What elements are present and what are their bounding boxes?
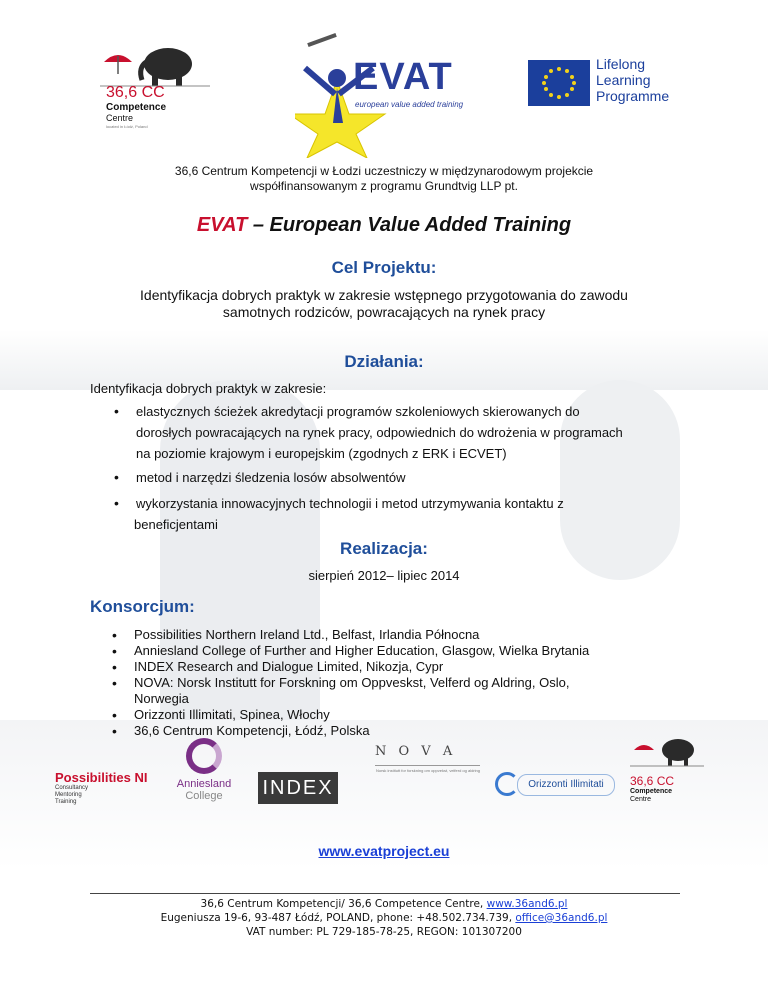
possibilities-sub3: Training	[55, 799, 77, 805]
orizzonti-swirl-icon	[495, 772, 519, 796]
footer-website-link[interactable]: www.36and6.pl	[486, 898, 568, 910]
goal-text	[0, 287, 768, 321]
footer-divider	[90, 893, 680, 894]
list-item	[90, 401, 690, 467]
actions-heading: Działania:	[344, 352, 424, 371]
cc-logo	[100, 40, 210, 130]
elephant-icon	[100, 40, 210, 90]
title-evat: EVAT	[196, 214, 248, 236]
list-item: • INDEX Research and Dialogue Limited, Nikozja, Cypr	[90, 659, 710, 675]
realization-heading: Realizacja:	[340, 539, 428, 558]
actions-item-3-line2: beneficjentami	[134, 517, 218, 532]
llp-logo	[528, 54, 678, 114]
list-item: • 36,6 Centrum Kompetencji, Łódź, Polska	[90, 723, 710, 739]
footer	[0, 897, 768, 939]
title-rest: – European Value Added Training	[247, 214, 572, 236]
possibilities-sub1: Consultancy	[55, 785, 89, 791]
page-title	[0, 214, 768, 237]
actions-item-1-line1: • elastycznych ścieżek akredytacji programów szkoleniowych skierowanych do	[136, 404, 580, 419]
cc-small-line1: 36,6 CC	[630, 774, 675, 788]
list-item	[90, 467, 690, 493]
nova-name: N O V A	[375, 744, 457, 759]
list-item: • Possibilities Northern Ireland Ltd., Belfast, Irlandia Północna	[90, 627, 710, 643]
actions-intro: Identyfikacja dobrych praktyk w zakresie:	[90, 381, 327, 396]
orizzonti-name: Orizzonti Illimitati	[517, 774, 615, 796]
footer-line1: 36,6 Centrum Kompetencji/ 36,6 Competence Centre,	[200, 898, 487, 910]
elephant-small-icon	[630, 734, 704, 770]
anniesland-line2: College	[185, 790, 223, 802]
evat-logo	[295, 28, 495, 158]
evat-logo-subtitle: european value added training	[355, 100, 464, 109]
cc-logo-line3: Centre	[106, 113, 134, 123]
actions-item-2-line1: • metod i narzędzi śledzenia losów absolwentów	[136, 470, 406, 485]
llp-line3: Programme	[596, 88, 670, 104]
cc-logo-title: 36,6 CC	[106, 84, 165, 101]
actions-list	[90, 401, 690, 535]
possibilities-sub2: Mentoring	[55, 792, 82, 798]
goal-line1: Identyfikacja dobrych praktyk w zakresie wstępnego przygotowania do zawodu	[140, 287, 628, 303]
website-link[interactable]: www.evatproject.eu	[318, 843, 450, 859]
eu-flag-icon	[528, 60, 590, 106]
goal-heading: Cel Projektu:	[331, 258, 437, 277]
anniesland-line1: Anniesland	[176, 778, 232, 790]
cc-logo-line2: Competence	[106, 102, 167, 113]
list-item: • Anniesland College of Further and Higher Education, Glasgow, Wielka Brytania	[90, 643, 710, 659]
possibilities-ni-logo	[55, 770, 165, 806]
index-logo: INDEX	[258, 772, 338, 804]
footer-email-link[interactable]: office@36and6.pl	[515, 912, 608, 924]
list-item	[90, 493, 690, 535]
actions-item-1-line2: dorosłych powracających na rynek pracy, odpowiednich do wdrożenia w programach	[136, 425, 623, 440]
cc-small-line2: Competence	[630, 788, 673, 795]
consortium-list	[90, 627, 710, 739]
cc-logo-line4: located in Łódź, Poland	[106, 124, 148, 129]
goal-line2: samotnych rodziców, powracających na rynek pracy	[222, 304, 546, 320]
list-item: • Orizzonti Illimitati, Spinea, Włochy	[90, 707, 710, 723]
intro-line2: współfinansowanym z programu Grundtvig LLP pt.	[250, 179, 518, 193]
realization-dates: sierpień 2012– lipiec 2014	[308, 568, 460, 583]
anniesland-circle-icon	[186, 738, 222, 774]
intro-text	[0, 164, 768, 194]
cc-small-logo	[630, 734, 704, 804]
nova-sub: Norsk institutt for forskning om oppvekst, velferd og aldring	[375, 768, 480, 773]
intro-line1: 36,6 Centrum Kompetencji w Łodzi uczestniczy w międzynarodowym projekcie	[174, 164, 594, 178]
list-item-continuation: Norwegia	[134, 691, 189, 706]
list-item: • NOVA: Norsk Institutt for Forskning om Oppveskst, Velferd og Aldring, Oslo,	[90, 675, 710, 691]
actions-item-1-line3: na poziomie krajowym i europejskim (zgodnych z ERK i ECVET)	[136, 446, 507, 461]
llp-line2: Learning	[596, 72, 651, 88]
anniesland-logo	[168, 738, 240, 802]
cc-small-line3: Centre	[630, 796, 652, 803]
nova-logo	[375, 744, 480, 773]
llp-line1: Lifelong	[596, 56, 646, 72]
possibilities-name: Possibilities NI	[55, 770, 148, 785]
orizzonti-logo	[495, 770, 613, 798]
partner-logos	[0, 730, 768, 830]
footer-line3: VAT number: PL 729-185-78-25, REGON: 101307200	[246, 926, 522, 938]
actions-item-3-line1: • wykorzystania innowacyjnych technologii i metod utrzymywania kontaktu z	[136, 496, 564, 511]
evat-logo-title: EVAT	[353, 56, 453, 98]
consortium-heading: Konsorcjum:	[90, 597, 195, 616]
footer-line2: Eugeniusza 19-6, 93-487 Łódź, POLAND, phone: +48.502.734.739,	[160, 912, 516, 924]
